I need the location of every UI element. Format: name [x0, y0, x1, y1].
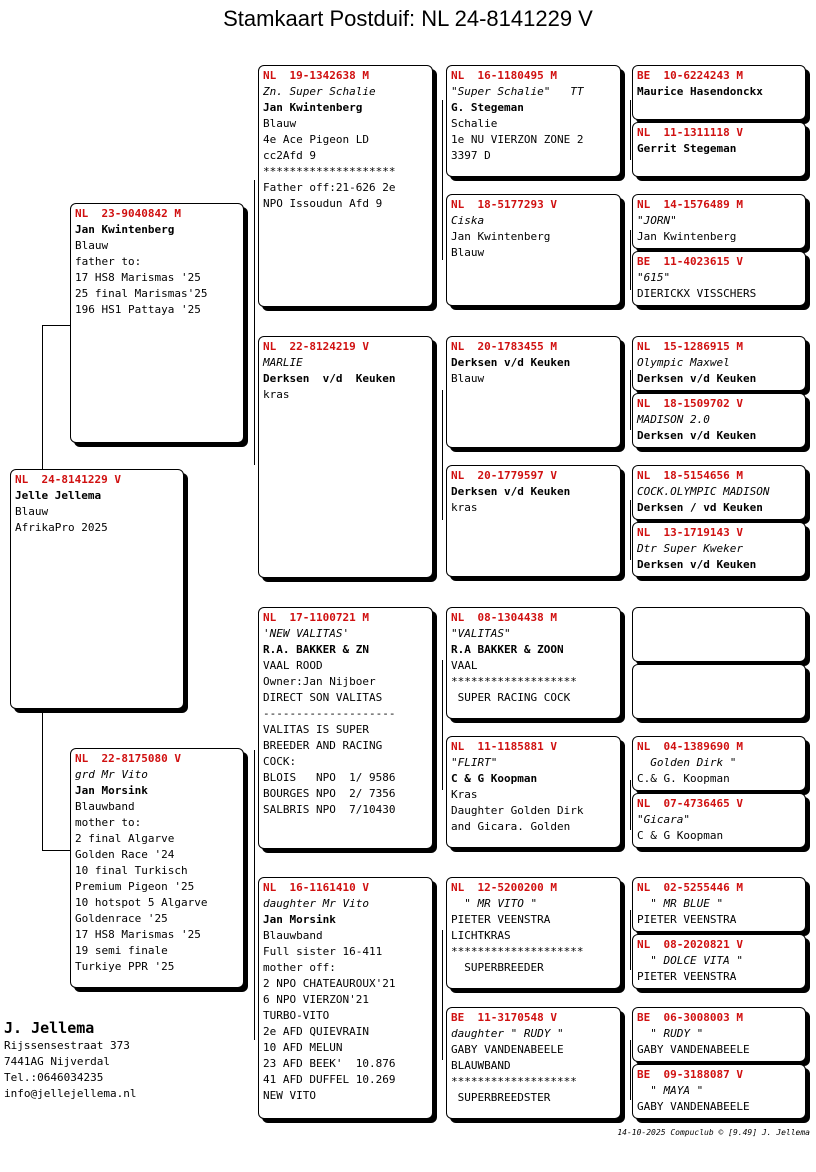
ring-number: BE 10-6224243 M	[637, 69, 743, 82]
pigeon-card-g3[interactable]	[632, 522, 806, 577]
connector	[42, 325, 70, 326]
card-line: COCK:	[263, 755, 297, 768]
card-line: Derksen v/d Keuken	[451, 356, 571, 369]
card-lines	[263, 355, 428, 403]
card-line: MARLIE	[263, 356, 303, 369]
pigeon-card-g3[interactable]	[632, 194, 806, 249]
card-line: Olympic Maxwel	[637, 356, 730, 369]
connector	[442, 930, 443, 1060]
card-line: Derksen v/d Keuken	[637, 372, 757, 385]
ring-number: NL 18-1509702 V	[637, 397, 743, 410]
card-line: Kras	[451, 788, 478, 801]
ring-number: BE 11-4023615 V	[637, 255, 743, 268]
connector	[630, 100, 631, 160]
card-line: Derksen / vd Keuken	[637, 501, 763, 514]
card-line: Derksen v/d Keuken	[637, 558, 757, 571]
card-lines	[637, 412, 801, 444]
card-line: father to:	[75, 255, 142, 268]
card-line: DIRECT SON VALITAS	[263, 691, 383, 704]
card-line: Blauwband	[75, 800, 135, 813]
pigeon-card-g3[interactable]	[632, 122, 806, 177]
card-line: 3397 D	[451, 149, 491, 162]
card-line: --------------------	[263, 707, 396, 720]
card-line: Jelle Jellema	[15, 489, 102, 502]
card-line: Maurice Hasendonckx	[637, 85, 763, 98]
card-line: mother to:	[75, 816, 142, 829]
pigeon-card-g3[interactable]	[632, 736, 806, 791]
card-line: 41 AFD DUFFEL 10.269	[263, 1073, 396, 1086]
ring-number: NL 16-1161410 V	[263, 881, 369, 894]
card-line: " MAYA "	[637, 1084, 704, 1097]
ring-number: NL 04-1389690 M	[637, 740, 743, 753]
card-lines	[451, 355, 616, 387]
card-line: SALBRIS NPO 7/10430	[263, 803, 396, 816]
card-lines	[637, 84, 801, 100]
card-line: 4e Ace Pigeon LD	[263, 133, 369, 146]
card-line: Jan Kwintenberg	[451, 230, 551, 243]
pigeon-card-g3[interactable]	[632, 65, 806, 120]
ring-number: NL 14-1576489 M	[637, 198, 743, 211]
card-line: Derksen v/d Keuken	[263, 372, 396, 385]
pigeon-card-great-grandparent[interactable]	[446, 607, 621, 719]
card-line: PIETER VEENSTRA	[451, 913, 551, 926]
card-line: PIETER VEENSTRA	[637, 913, 737, 926]
ring-number: NL 11-1311118 V	[637, 126, 743, 139]
card-lines	[263, 626, 428, 818]
ring-number: NL 22-8124219 V	[263, 340, 369, 353]
card-line: "615"	[637, 271, 671, 284]
card-lines	[451, 755, 616, 835]
connector	[42, 850, 70, 851]
pigeon-card-g3[interactable]	[632, 465, 806, 520]
ring-number: NL 20-1783455 M	[451, 340, 557, 353]
card-line: VAAL	[451, 659, 478, 672]
card-line: 1e NU VIERZON ZONE 2	[451, 133, 584, 146]
card-line: Ciska	[451, 214, 485, 227]
card-line: NPO Issoudun Afd 9	[263, 197, 383, 210]
card-line: "JORN"	[637, 214, 677, 227]
card-line: R.A BAKKER & ZOON	[451, 643, 564, 656]
ring-number: BE 06-3008003 M	[637, 1011, 743, 1024]
card-lines	[637, 953, 801, 985]
card-line: 'NEW VALITAS'	[263, 627, 350, 640]
card-line: C & G Koopman	[451, 772, 538, 785]
card-line: ********************	[263, 165, 396, 178]
pigeon-card-g3[interactable]	[632, 1007, 806, 1062]
card-line: kras	[451, 501, 478, 514]
card-line: daughter " RUDY "	[451, 1027, 564, 1040]
card-line: Jan Kwintenberg	[75, 223, 175, 236]
card-line: 6 NPO VIERZON'21	[263, 993, 369, 1006]
pigeon-card-grandparent[interactable]	[258, 336, 433, 578]
card-line: "FLIRT"	[451, 756, 498, 769]
ring-number: NL 17-1100721 M	[263, 611, 369, 624]
card-lines	[637, 1083, 801, 1115]
ring-number: NL 24-8141229 V	[15, 473, 121, 486]
pigeon-card-great-grandparent[interactable]	[446, 194, 621, 306]
pigeon-card-g3[interactable]	[632, 1064, 806, 1119]
card-line: VAAL ROOD	[263, 659, 323, 672]
card-line: Golden Race '24	[75, 848, 175, 861]
card-line: 196 HS1 Pattaya '25	[75, 303, 201, 316]
ring-number: NL 07-4736465 V	[637, 797, 743, 810]
card-line: 25 final Marismas'25	[75, 287, 208, 300]
card-lines	[637, 541, 801, 573]
card-lines	[637, 141, 801, 157]
card-line: Premium Pigeon '25	[75, 880, 195, 893]
card-line: TURBO-VITO	[263, 1009, 330, 1022]
pigeon-card-father[interactable]	[70, 203, 244, 443]
card-line: Turkiye PPR '25	[75, 960, 175, 973]
card-line: 2e AFD QUIEVRAIN	[263, 1025, 369, 1038]
pigeon-card-g3[interactable]	[632, 934, 806, 989]
card-lines	[637, 896, 801, 928]
card-line: Derksen v/d Keuken	[451, 485, 571, 498]
card-line: "Gicara"	[637, 813, 690, 826]
pigeon-card-grandparent[interactable]	[258, 877, 433, 1119]
card-line: Father off:21-626 2e	[263, 181, 396, 194]
pigeon-card-g3-empty[interactable]	[632, 607, 806, 662]
card-lines	[451, 626, 616, 706]
connector	[442, 390, 443, 520]
card-line: Schalie	[451, 117, 498, 130]
ring-number: BE 09-3188087 V	[637, 1068, 743, 1081]
card-line: 17 HS8 Marismas '25	[75, 928, 201, 941]
ring-number: NL 22-8175080 V	[75, 752, 181, 765]
owner-email[interactable]: info@jellejellema.nl	[4, 1087, 137, 1100]
pigeon-card-mother[interactable]	[70, 748, 244, 988]
card-line: Golden Dirk "	[637, 756, 737, 769]
connector	[42, 325, 43, 469]
ring-number: NL 18-5177293 V	[451, 198, 557, 211]
pigeon-card-g3[interactable]	[632, 877, 806, 932]
ring-number: NL 16-1180495 M	[451, 69, 557, 82]
card-line: GABY VANDENABEELE	[637, 1100, 750, 1113]
card-line: Jan Morsink	[263, 913, 336, 926]
card-lines	[451, 896, 616, 976]
card-line: Derksen v/d Keuken	[637, 429, 757, 442]
card-line: G. Stegeman	[451, 101, 524, 114]
ring-number: NL 11-1185881 V	[451, 740, 557, 753]
pigeon-card-great-grandparent[interactable]	[446, 736, 621, 848]
card-line: cc2Afd 9	[263, 149, 316, 162]
card-lines	[637, 812, 801, 844]
card-line: Daughter Golden Dirk	[451, 804, 584, 817]
card-line: BOURGES NPO 2/ 7356	[263, 787, 396, 800]
card-lines	[75, 222, 239, 318]
card-lines	[637, 755, 801, 787]
card-lines	[637, 213, 801, 245]
card-lines	[637, 270, 801, 302]
connector	[630, 370, 631, 430]
card-line: NEW VITO	[263, 1089, 316, 1102]
card-lines	[263, 896, 428, 1104]
owner-info	[4, 1018, 136, 1102]
card-line: Blauw	[451, 246, 485, 259]
connector	[254, 750, 255, 1040]
card-lines	[451, 484, 616, 516]
pigeon-card-great-grandparent[interactable]	[446, 65, 621, 177]
pigeon-card-grandparent[interactable]	[258, 607, 433, 849]
card-line: AfrikaPro 2025	[15, 521, 108, 534]
card-line: "Super Schalie" TT	[451, 85, 584, 98]
connector	[630, 500, 631, 560]
card-line: Blauw	[451, 372, 485, 385]
card-lines	[637, 484, 801, 516]
ring-number: NL 08-2020821 V	[637, 938, 743, 951]
card-line: SUPERBREEDSTER	[451, 1091, 551, 1104]
owner-address: Rijssensestraat 373	[4, 1039, 130, 1052]
card-line: kras	[263, 388, 290, 401]
card-line: Blauwband	[263, 929, 323, 942]
card-line: PIETER VEENSTRA	[637, 970, 737, 983]
card-line: SUPER RACING COCK	[451, 691, 571, 704]
pigeon-card-great-grandparent[interactable]	[446, 1007, 621, 1119]
connector	[630, 1040, 631, 1100]
pigeon-card-grandparent[interactable]	[258, 65, 433, 307]
card-lines	[451, 213, 616, 261]
pigeon-card-g3[interactable]	[632, 793, 806, 848]
card-lines	[451, 84, 616, 164]
card-line: 10 final Turkisch	[75, 864, 188, 877]
ring-number: NL 08-1304438 M	[451, 611, 557, 624]
connector	[442, 100, 443, 260]
card-line: GABY VANDENABEELE	[451, 1043, 564, 1056]
owner-name: J. Jellema	[4, 1019, 95, 1037]
connector	[42, 708, 43, 850]
pigeon-card-g3-empty[interactable]	[632, 664, 806, 719]
card-line: Jan Kwintenberg	[263, 101, 363, 114]
card-line: " DOLCE VITA "	[637, 954, 743, 967]
owner-phone: Tel.:0646034235	[4, 1071, 104, 1084]
footer-credit: 14-10-2025 Compuclub © [9.49] J. Jellema	[617, 1128, 810, 1137]
connector	[630, 230, 631, 290]
pigeon-card-great-grandparent[interactable]	[446, 877, 621, 989]
card-line: Blauw	[263, 117, 297, 130]
card-line: MADISON 2.0	[637, 413, 710, 426]
card-line: BREEDER AND RACING	[263, 739, 383, 752]
card-line: *******************	[451, 675, 577, 688]
card-line: BLOIS NPO 1/ 9586	[263, 771, 396, 784]
connector	[630, 910, 631, 970]
card-line: Blauw	[75, 239, 109, 252]
pigeon-card-g3[interactable]	[632, 251, 806, 306]
card-line: and Gicara. Golden	[451, 820, 571, 833]
card-line: Jan Morsink	[75, 784, 148, 797]
card-line: DIERICKX VISSCHERS	[637, 287, 757, 300]
pigeon-card-g3[interactable]	[632, 393, 806, 448]
card-lines	[637, 355, 801, 387]
card-line: " MR VITO "	[451, 897, 538, 910]
card-line: mother off:	[263, 961, 336, 974]
pigeon-card-great-grandparent[interactable]	[446, 465, 621, 577]
pigeon-card-subject[interactable]	[10, 469, 184, 709]
card-line: VALITAS IS SUPER	[263, 723, 369, 736]
connector	[254, 180, 255, 465]
card-line: Owner:Jan Nijboer	[263, 675, 376, 688]
ring-number: NL 12-5200200 M	[451, 881, 557, 894]
card-line: 2 final Algarve	[75, 832, 175, 845]
pigeon-card-great-grandparent[interactable]	[446, 336, 621, 448]
card-lines	[637, 1026, 801, 1058]
connector	[442, 660, 443, 790]
card-line: Blauw	[15, 505, 49, 518]
card-line: Goldenrace '25	[75, 912, 168, 925]
card-line: Jan Kwintenberg	[637, 230, 737, 243]
pigeon-card-g3[interactable]	[632, 336, 806, 391]
card-line: Gerrit Stegeman	[637, 142, 737, 155]
card-lines	[75, 767, 239, 975]
ring-number: BE 11-3170548 V	[451, 1011, 557, 1024]
card-line: LICHTKRAS	[451, 929, 511, 942]
card-line: daughter Mr Vito	[263, 897, 369, 910]
owner-city: 7441AG Nijverdal	[4, 1055, 110, 1068]
card-line: R.A. BAKKER & ZN	[263, 643, 369, 656]
ring-number: NL 02-5255446 M	[637, 881, 743, 894]
card-line: Zn. Super Schalie	[263, 85, 376, 98]
card-line: Dtr Super Kweker	[637, 542, 743, 555]
card-line: COCK.OLYMPIC MADISON	[637, 485, 770, 498]
card-line: 10 hotspot 5 Algarve	[75, 896, 208, 909]
ring-number: NL 13-1719143 V	[637, 526, 743, 539]
card-line: 10 AFD MELUN	[263, 1041, 343, 1054]
card-line: SUPERBREEDER	[451, 961, 544, 974]
ring-number: NL 18-5154656 M	[637, 469, 743, 482]
card-line: 2 NPO CHATEAUROUX'21	[263, 977, 396, 990]
card-line: 23 AFD BEEK' 10.876	[263, 1057, 396, 1070]
connector	[630, 780, 631, 830]
card-lines	[15, 488, 179, 536]
card-line: Full sister 16-411	[263, 945, 383, 958]
card-line: *******************	[451, 1075, 577, 1088]
card-line: grd Mr Vito	[75, 768, 148, 781]
ring-number: NL 23-9040842 M	[75, 207, 181, 220]
card-lines	[263, 84, 428, 212]
card-line: " RUDY "	[637, 1027, 704, 1040]
card-line: " MR BLUE "	[637, 897, 724, 910]
card-line: C & G Koopman	[637, 829, 724, 842]
card-line: 17 HS8 Marismas '25	[75, 271, 201, 284]
page-title: Stamkaart Postduif: NL 24-8141229 V	[223, 6, 593, 31]
card-line: C.& G. Koopman	[637, 772, 730, 785]
card-line: GABY VANDENABEELE	[637, 1043, 750, 1056]
ring-number: NL 20-1779597 V	[451, 469, 557, 482]
ring-number: NL 15-1286915 M	[637, 340, 743, 353]
card-line: BLAUWBAND	[451, 1059, 511, 1072]
ring-number: NL 19-1342638 M	[263, 69, 369, 82]
card-line: "VALITAS"	[451, 627, 511, 640]
card-line: ********************	[451, 945, 584, 958]
card-line: 19 semi finale	[75, 944, 168, 957]
card-lines	[451, 1026, 616, 1106]
